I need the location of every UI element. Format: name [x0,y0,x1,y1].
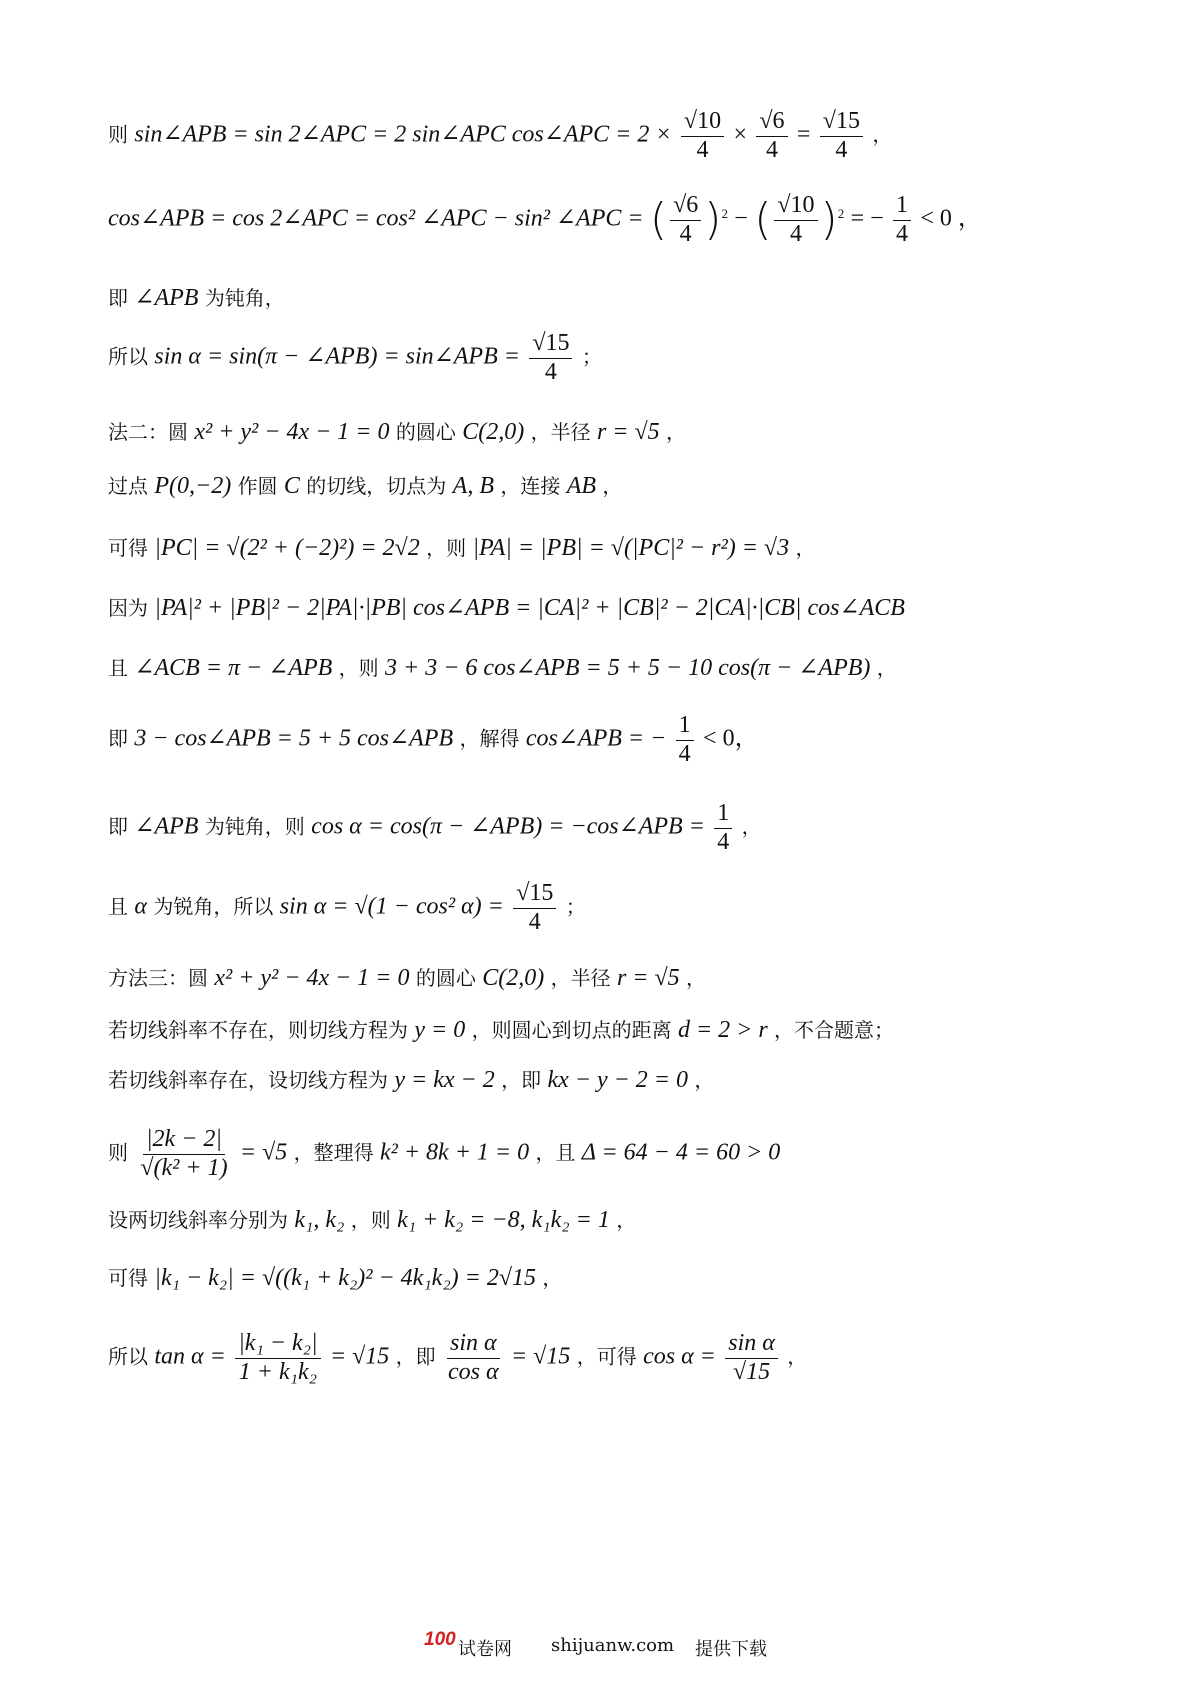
text: 则 [108,122,128,147]
text: ，则圆心到切点的距离 [471,1018,672,1042]
math: sin α = √(1 − cos² α) = [279,893,504,920]
math: = √15 [510,1343,571,1370]
text-line [108,1208,636,1232]
math: r = √5 [596,419,660,445]
math: C [283,473,300,499]
text: 可得 [108,1266,148,1290]
math: AB [566,473,597,499]
text-line [108,966,706,990]
math: y = kx − 2 [394,1067,495,1093]
text-line [108,656,897,680]
text: ， [686,966,707,990]
math: |PA| = |PB| = √(|PC|² − r²) = √3 [472,535,790,561]
fraction: $\frac{1}{4}$ [714,800,732,856]
text: 所以 [108,344,148,369]
text: 法二：圆 [108,420,188,444]
fraction: $\frac{\text{sin α}}{\text{cos α}}$ [448,1330,499,1385]
fraction: $\frac{√10}{4}$ [681,108,724,164]
text: ， [616,1208,637,1232]
fraction: $\frac{\text{sin α}}{√15}$ [725,1330,778,1386]
math: |PC| = √(2² + (−2)²) = 2√2 [154,535,420,561]
text: ， [602,474,623,498]
text: ， [666,420,687,444]
text: 方法三：圆 [108,966,208,990]
math: |k₁ − k₂| = √((k₁ + k₂)² − 4k₁k₂) = 2√15 [154,1265,537,1291]
text: 因为 [108,596,148,620]
punct: ， [741,814,762,839]
eq-line-1 [108,108,892,164]
text: ，半径 [530,420,591,444]
text: 且 [108,656,128,680]
text: 的圆心 [395,420,456,444]
text-line [108,536,815,560]
text-line [108,800,762,856]
text: 的切线，切点为 [306,474,447,498]
text: ， [795,536,816,560]
right-paren: ) [820,194,838,246]
text-line [108,1018,894,1042]
text: ， [876,656,897,680]
right-paren: ) [704,194,722,246]
equals-sign: = − [850,205,884,232]
math: y = 0 [414,1017,466,1043]
text: 为钝角，则 [204,814,305,839]
text: 若切线斜率不存在，则切线方程为 [108,1018,408,1042]
text: 且 [108,894,128,919]
text: 可得 [108,536,148,560]
text: ，则 [338,656,379,680]
fraction: $\frac{√15}{4}$ [513,880,556,936]
text-line [108,330,602,386]
math: sin∠APB = sin 2∠APC = 2 sin∠APC cos∠APC = 2 × [134,121,672,148]
math: cos α = [643,1343,716,1370]
math: x² + y² − 4x − 1 = 0 [214,965,410,991]
text: ， [542,1266,563,1290]
text: 则 [108,1140,128,1165]
punct: ， [872,122,893,147]
math: 3 − cos∠APB = 5 + 5 cos∠APB [134,725,454,752]
math: 3 + 3 − 6 cos∠APB = 5 + 5 − 10 cos(π − ∠APB) [385,655,871,681]
text-line [108,1126,780,1182]
text: 若切线斜率存在，设切线方程为 [108,1068,388,1092]
punct: < 0， [703,725,759,752]
fraction: $\frac{√15}{4}$ [820,108,863,164]
punct: < 0 ， [920,205,982,232]
eq-line-2: cos∠APB = cos 2∠APC = cos² ∠APC − sin² ∠APC = ( $\frac{√6}{4}$ )$^2$ − ( $\frac{√10}{4}$ )$^2$ = − $\frac{1}{4}$ < 0 ， [108,192,982,247]
text-line [108,1266,562,1290]
math: cos α = cos(π − ∠APB) = −cos∠APB = [311,813,705,840]
fraction: $\frac{√6}{4}$ [756,108,787,164]
download-note: 提供下载 [695,1639,767,1660]
math: k₁ + k₂ = −8, k₁k₂ = 1 [397,1207,610,1233]
punct: ； [581,344,602,369]
math: kx − y − 2 = 0 [547,1067,688,1093]
text: 为锐角，所以 [153,894,274,919]
math: sin α = sin(π − ∠APB) = sin∠APB = [154,343,520,370]
fraction: $\frac{√10}{4}$ [774,192,817,248]
text: 所以 [108,1344,148,1369]
text: ，则 [426,536,467,560]
math: ∠APB [134,285,199,311]
site-name: 试卷网 [458,1639,512,1660]
math: cos∠APB = − [525,725,667,752]
math: = √15 [329,1343,390,1370]
fraction: $\frac{√6}{4}$ [670,192,701,248]
math: = √5 [239,1139,288,1166]
math: |PA|² + |PB|² − 2|PA|·|PB| cos∠APB = |CA|² + |CB|² − 2|CA|·|CB| cos∠ACB [154,595,905,621]
text: ，即 [501,1068,542,1092]
text: ，解得 [459,726,520,751]
math: α [134,893,147,920]
math: C(2,0) [462,419,525,445]
math: r = √5 [616,965,680,991]
fraction: $\frac{√15}{4}$ [529,330,572,386]
text: 为钝角， [204,286,285,310]
math: C(2,0) [482,965,545,991]
text: 即 [108,726,128,751]
text: ，半径 [550,966,611,990]
text: 即 [108,286,128,310]
left-paren: ( [649,194,668,246]
equals-sign: = [796,121,811,148]
text: ，则 [350,1208,391,1232]
text: ， [694,1068,715,1092]
math: cos∠APB = cos 2∠APC = cos² ∠APC − sin² ∠APC = [108,205,644,232]
text: 即 [108,814,128,839]
text-line [108,1330,807,1386]
text-line [108,420,686,444]
text: ，整理得 [293,1140,374,1165]
text: ， [787,1344,808,1369]
math: d = 2 > r [677,1017,768,1043]
text-line [108,474,622,498]
text-line [108,880,586,936]
math: k² + 8k + 1 = 0 [380,1139,530,1166]
math: P(0,−2) [154,473,232,499]
text: 设两切线斜率分别为 [108,1208,288,1232]
math: ∠APB [134,813,199,840]
text-line [108,596,905,620]
fraction: $\frac{|2k - 2|}{\text{√(k² + 1)}}$ [140,1126,228,1181]
punct: ； [565,894,586,919]
math: tan α = [154,1343,226,1370]
text-line [108,286,285,310]
text: ，且 [535,1140,576,1165]
math: ∠ACB = π − ∠APB [134,655,333,681]
math: x² + y² − 4x − 1 = 0 [194,419,390,445]
text: 过点 [108,474,148,498]
left-paren: ( [754,194,772,246]
text: 作圆 [237,474,278,498]
text: 的圆心 [415,966,476,990]
text-line [108,712,759,768]
text-line [108,1068,714,1092]
minus-sign: − [734,205,748,232]
fraction: $\frac{\text{|k₁ − k₂|}}{\text{1 + k₁k₂}}$ [235,1330,320,1386]
site-logo: 100 [424,1629,456,1650]
times-sign: × [733,121,747,148]
math: A, B [452,473,494,499]
text: ，可得 [576,1344,637,1369]
fraction: $\frac{1}{4}$ [676,712,694,768]
math: Δ = 64 − 4 = 60 > 0 [581,1139,781,1166]
math: k₁, k₂ [294,1207,345,1233]
text: ，不合题意； [774,1018,895,1042]
fraction: $\frac{1}{4}$ [893,192,911,248]
text: ，即 [395,1344,436,1369]
site-domain: shijuanw.com [551,1635,675,1656]
text: ，连接 [500,474,561,498]
